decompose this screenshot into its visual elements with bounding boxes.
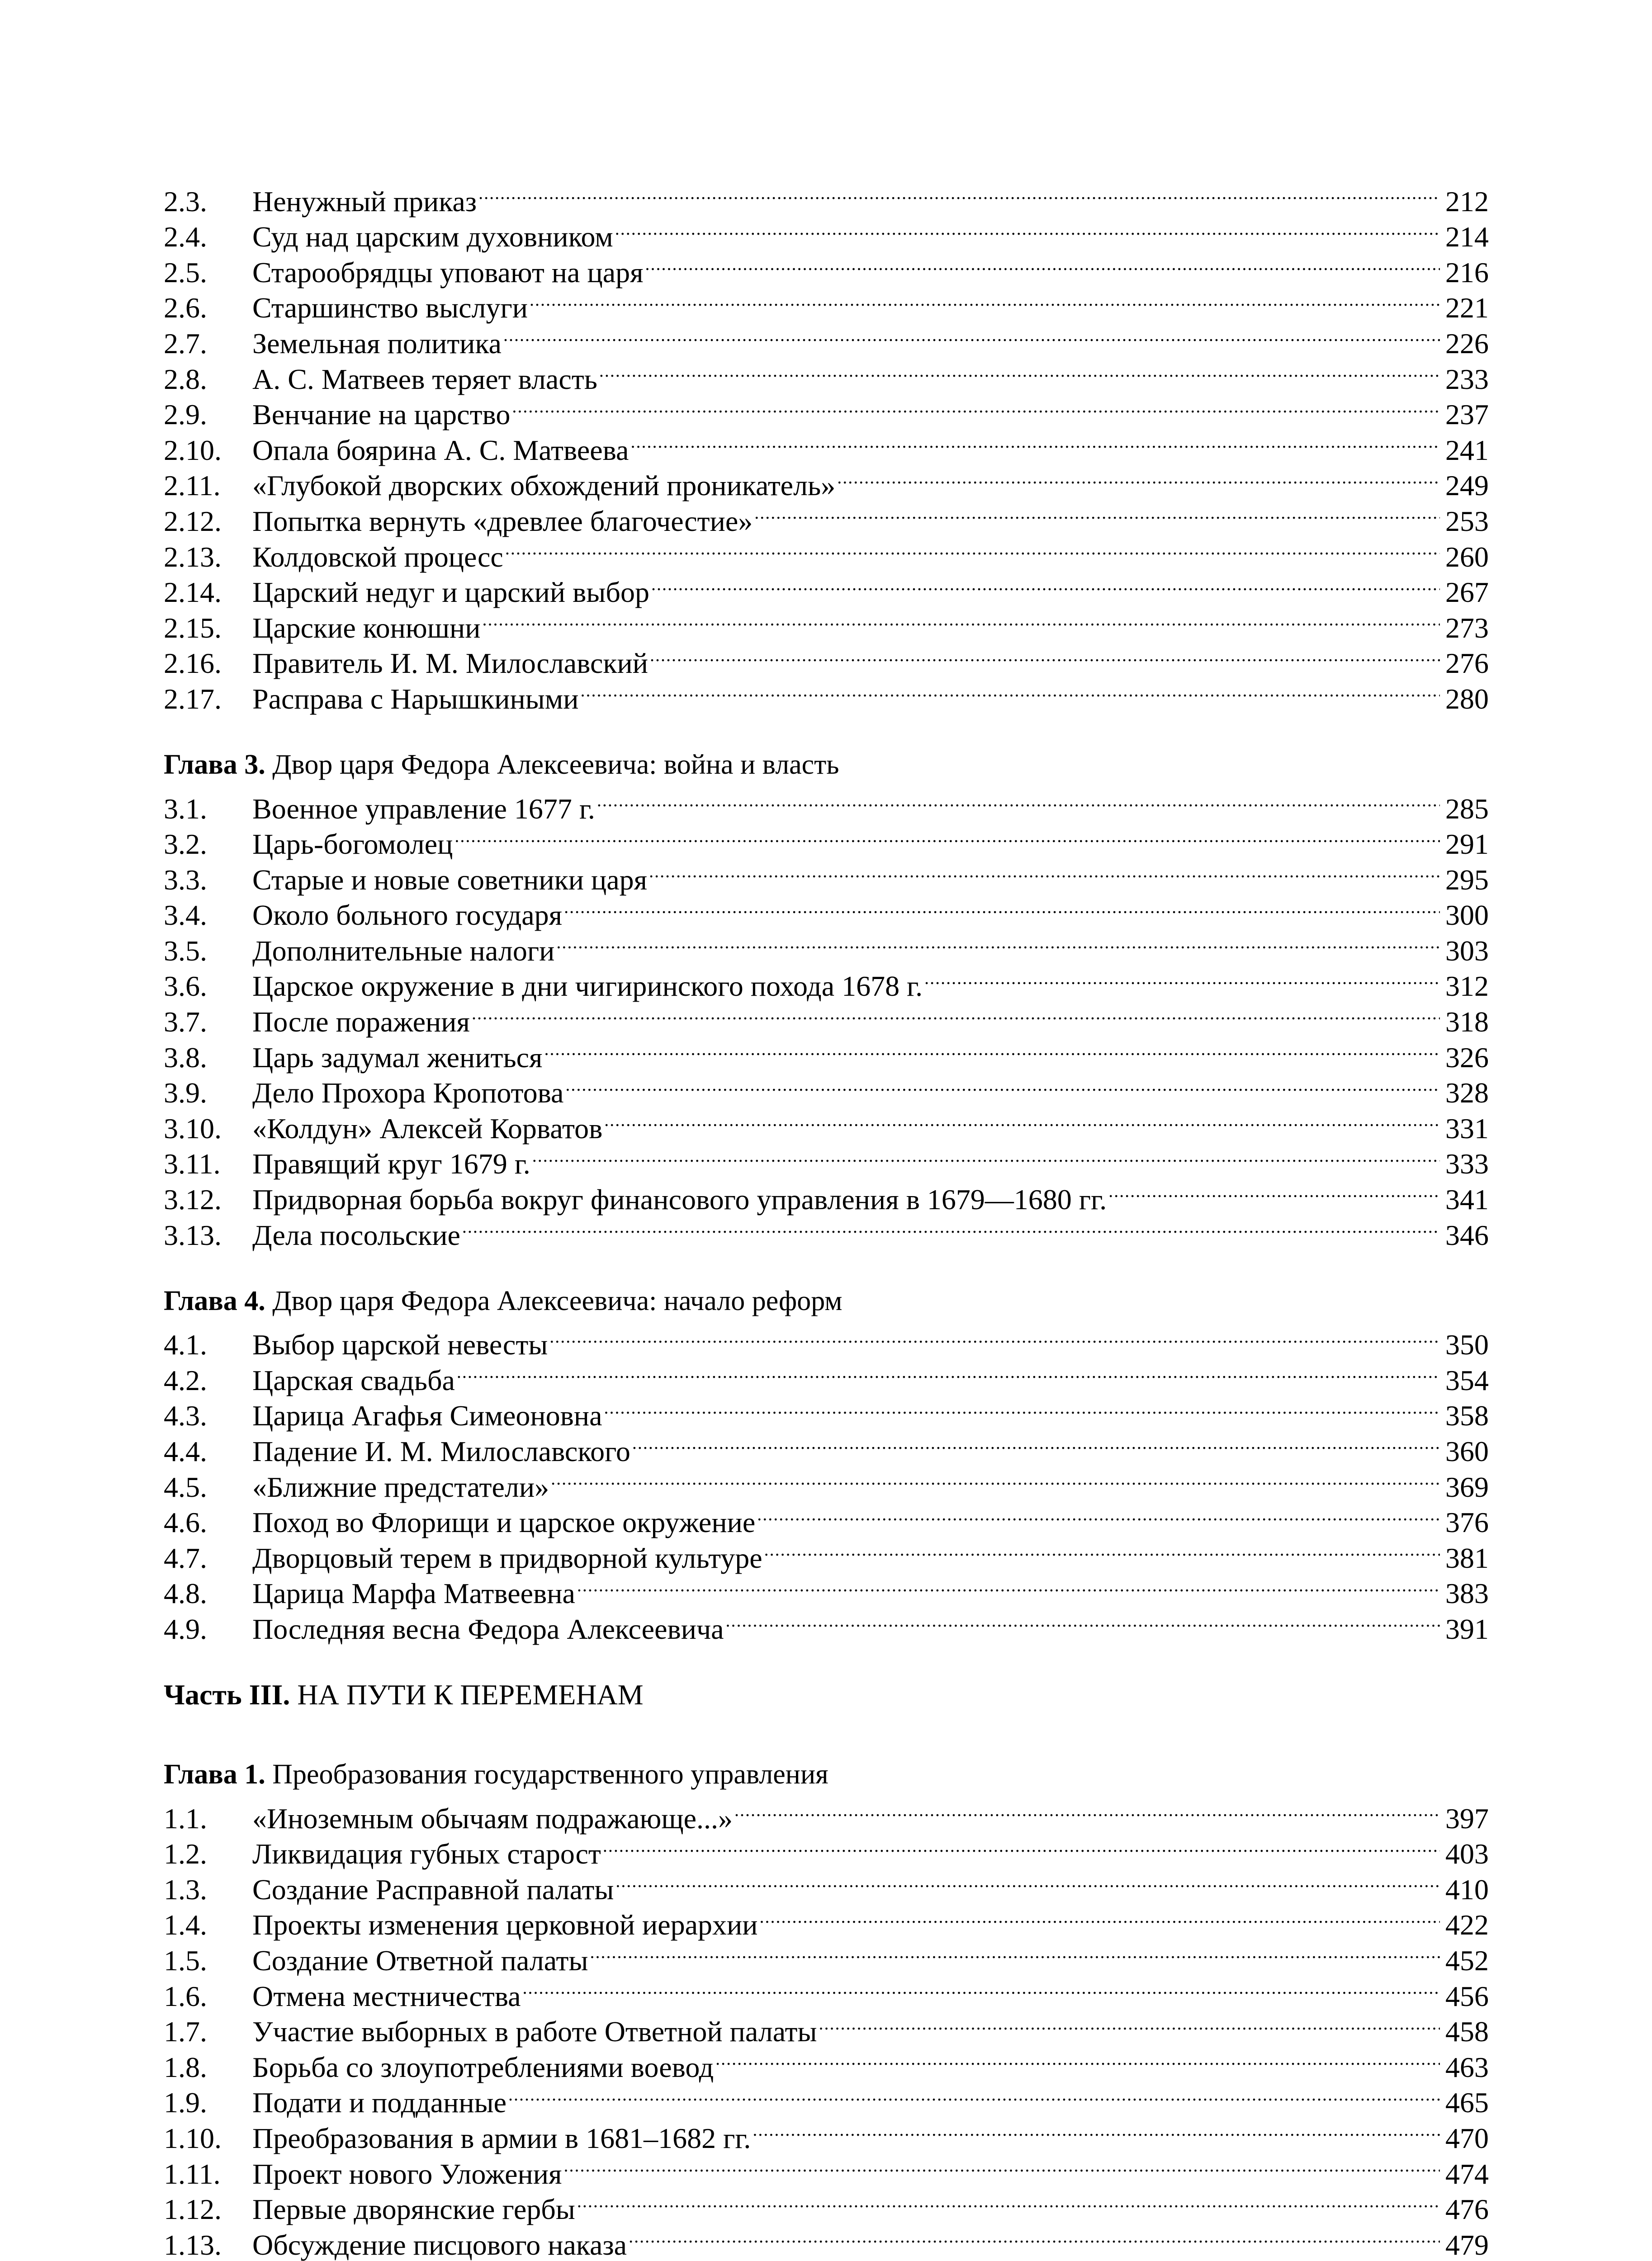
toc-entry-title: Царица Марфа Матвеевна — [252, 1577, 575, 1610]
toc-entry-title: Поход во Флорищи и царское окружение — [252, 1506, 756, 1539]
toc-entry-number: 2.6. — [164, 292, 207, 324]
toc-entry-number: 4.4. — [164, 1435, 207, 1467]
dot-leader — [454, 818, 1440, 854]
toc-entry-title: Старообрядцы уповают на царя — [252, 256, 644, 289]
toc-entry-page: 470 — [1445, 2122, 1489, 2154]
toc-entry-number: 4.7. — [164, 1542, 207, 1574]
toc-entry-page: 474 — [1445, 2157, 1489, 2190]
toc-entry-title: Старшинство выслуги — [252, 292, 528, 324]
chapter-heading — [164, 1756, 1489, 1793]
toc-entry-page: 458 — [1445, 2015, 1489, 2048]
toc-entry-number: 1.11. — [164, 2157, 221, 2190]
toc-entries — [164, 175, 1489, 715]
toc-entry-page: 285 — [1445, 792, 1489, 825]
toc-entry-number: 1.2. — [164, 1838, 207, 1870]
toc-entry-page: 249 — [1445, 469, 1489, 502]
toc-entry-title: «Глубокой дворских обхождений проникатель» — [252, 469, 836, 502]
dot-leader — [715, 2041, 1440, 2077]
toc-entry-page: 465 — [1445, 2086, 1489, 2119]
toc-entry-title: Выбор царской невесты — [252, 1329, 548, 1361]
toc-entry-title: Земельная политика — [252, 327, 502, 359]
toc-entry-title: Колдовской процесс — [252, 540, 503, 573]
toc-entry-number: 3.3. — [164, 863, 207, 896]
toc-entry-page: 341 — [1445, 1183, 1489, 1216]
toc-entry-number: 4.6. — [164, 1506, 207, 1539]
dot-leader — [753, 2112, 1440, 2148]
dot-leader — [551, 1461, 1440, 1497]
toc-entries — [164, 1319, 1489, 1645]
dot-leader — [457, 1354, 1440, 1390]
toc-entry-page: 360 — [1445, 1435, 1489, 1467]
toc-entry-number: 2.4. — [164, 221, 207, 253]
toc-entry-page: 233 — [1445, 363, 1489, 395]
dot-leader — [590, 1935, 1440, 1970]
toc-entry-title: Дворцовый терем в придворной культуре — [252, 1542, 762, 1574]
toc-entry-page: 479 — [1445, 2228, 1489, 2261]
chapter-heading — [164, 747, 1489, 783]
toc-section-part-3-chapter-1 — [164, 1756, 1489, 2261]
toc-entry-number: 4.8. — [164, 1577, 207, 1610]
toc-entry-number: 2.11. — [164, 469, 221, 502]
dot-leader — [530, 282, 1440, 318]
toc-entries — [164, 1793, 1489, 2261]
toc-entry-page: 237 — [1445, 398, 1489, 431]
toc-entry-number: 4.5. — [164, 1471, 207, 1503]
toc-entry-number: 3.7. — [164, 1006, 207, 1038]
toc-entry-number: 1.5. — [164, 1944, 207, 1977]
toc-entry-title: Создание Ответной палаты — [252, 1944, 588, 1977]
toc-entry-title: Военное управление 1677 г. — [252, 792, 595, 825]
toc-entry-number: 2.17. — [164, 682, 222, 715]
toc-entry-page: 214 — [1445, 221, 1489, 253]
toc-entry-number: 4.3. — [164, 1400, 207, 1432]
toc-entry-number: 3.12. — [164, 1183, 222, 1216]
toc-entry-page: 253 — [1445, 505, 1489, 537]
toc-entry-title: Ликвидация губных старост — [252, 1838, 601, 1870]
toc-entry-page: 312 — [1445, 970, 1489, 1003]
toc-entry-page: 376 — [1445, 1506, 1489, 1539]
toc-entry-page: 354 — [1445, 1364, 1489, 1396]
toc-entry-number: 2.3. — [164, 185, 207, 218]
toc-entry-title: А. С. Матвеев теряет власть — [252, 363, 597, 395]
toc-section-chapter-4 — [164, 1283, 1489, 1645]
toc-entry-page: 463 — [1445, 2051, 1489, 2083]
dot-leader — [604, 1390, 1440, 1426]
toc-entry-page: 452 — [1445, 1944, 1489, 1977]
toc-entry-title: Попытка вернуть «древлее благочестие» — [252, 505, 753, 537]
toc-entry-number: 4.1. — [164, 1329, 207, 1361]
toc-entry-number: 1.9. — [164, 2086, 207, 2119]
toc-entry-title: Царица Агафья Симеоновна — [252, 1400, 602, 1432]
toc-entry-page: 333 — [1445, 1148, 1489, 1180]
dot-leader — [650, 638, 1440, 673]
toc-entry-number: 1.7. — [164, 2015, 207, 2048]
chapter-heading — [164, 1283, 1489, 1319]
toc-entry-number: 1.6. — [164, 1980, 207, 2012]
toc-entry-page: 383 — [1445, 1577, 1489, 1610]
toc-entry-number: 1.3. — [164, 1873, 207, 1906]
toc-entry-number: 3.13. — [164, 1219, 222, 1251]
dot-leader — [472, 996, 1440, 1031]
chapter-heading-label: Глава 1. — [164, 1759, 265, 1790]
chapter-heading-text: Двор царя Федора Алексеевича: война и власть — [272, 749, 839, 780]
toc-entry — [164, 783, 1489, 825]
toc-entry-number: 2.5. — [164, 256, 207, 289]
toc-entry-number: 3.1. — [164, 792, 207, 825]
toc-entry-number: 2.15. — [164, 611, 222, 644]
toc-entry-page: 381 — [1445, 1542, 1489, 1574]
dot-leader — [819, 2006, 1440, 2042]
toc-entry-page: 303 — [1445, 934, 1489, 967]
dot-leader — [764, 1532, 1440, 1568]
toc-entry-page: 318 — [1445, 1006, 1489, 1038]
toc-entry-title: Подати и подданные — [252, 2086, 506, 2119]
toc-entry-page: 410 — [1445, 1873, 1489, 1906]
toc-entry-number: 3.8. — [164, 1041, 207, 1074]
toc-entry-number: 1.13. — [164, 2228, 222, 2261]
toc-entry-title: Создание Расправной палаты — [252, 1873, 614, 1906]
toc-entry-number: 2.10. — [164, 434, 222, 466]
toc-entry-number: 4.9. — [164, 1613, 207, 1645]
toc-entry-title: Первые дворянские гербы — [252, 2193, 575, 2226]
dot-leader — [462, 1209, 1440, 1245]
toc-entry-page: 226 — [1445, 327, 1489, 359]
toc-entry-title: «Иноземным обычаям подражающе...» — [252, 1802, 733, 1835]
dot-leader — [1108, 1173, 1440, 1209]
toc-entry-page: 267 — [1445, 576, 1489, 609]
toc-entry-page: 291 — [1445, 828, 1489, 861]
toc-entry-title: Суд над царским духовником — [252, 221, 613, 253]
toc-entry-number: 3.10. — [164, 1112, 222, 1145]
toc-entry-page: 260 — [1445, 540, 1489, 573]
toc-entry-number: 2.12. — [164, 505, 222, 537]
toc-entry-number: 2.14. — [164, 576, 222, 609]
toc-entry-title: Царское окружение в дни чигиринского похода 1678 г. — [252, 970, 923, 1003]
toc-entry-title: Проект нового Уложения — [252, 2157, 562, 2190]
dot-leader — [599, 353, 1440, 389]
toc-entry-title: Царские конюшни — [252, 611, 481, 644]
toc-entry-page: 280 — [1445, 682, 1489, 715]
chapter-heading-label: Глава 4. — [164, 1285, 265, 1316]
toc-entry-title: После поражения — [252, 1006, 470, 1038]
toc-entry-title: Правитель И. М. Милославский — [252, 647, 648, 680]
toc-entry-page: 331 — [1445, 1112, 1489, 1145]
toc-entry-number: 2.8. — [164, 363, 207, 395]
toc-entry-page: 476 — [1445, 2193, 1489, 2226]
toc-entry-number: 3.9. — [164, 1077, 207, 1109]
dot-leader — [522, 1970, 1440, 2006]
part-heading — [164, 1677, 1489, 1713]
toc-entry-page: 456 — [1445, 1980, 1489, 2012]
toc-entry-page: 326 — [1445, 1041, 1489, 1074]
dot-leader — [505, 531, 1440, 567]
toc-entry-number: 1.1. — [164, 1802, 207, 1835]
toc-entry-page: 346 — [1445, 1219, 1489, 1251]
dot-leader — [577, 1568, 1440, 1604]
toc-entry-page: 369 — [1445, 1471, 1489, 1503]
dot-leader — [482, 602, 1440, 638]
toc-entry-number: 2.13. — [164, 540, 222, 573]
toc-entry-title: Около больного государя — [252, 899, 563, 932]
dot-leader — [563, 2148, 1440, 2184]
toc-entry-page: 328 — [1445, 1077, 1489, 1109]
toc-entry — [164, 175, 1489, 218]
dot-leader — [604, 1102, 1440, 1138]
toc-entry — [164, 1793, 1489, 1835]
toc-entry — [164, 1319, 1489, 1361]
toc-entry-title: Последняя весна Федора Алексеевича — [252, 1613, 724, 1645]
dot-leader — [615, 1864, 1440, 1899]
toc-entry-number: 2.16. — [164, 647, 222, 680]
dot-leader — [512, 389, 1440, 425]
toc-entry-page: 212 — [1445, 185, 1489, 218]
toc-entry-title: Обсуждение писцового наказа — [252, 2228, 627, 2261]
toc-entry-number: 3.2. — [164, 828, 207, 861]
toc-entry-title: Падение И. М. Милославского — [252, 1435, 630, 1467]
toc-entry-number: 1.4. — [164, 1909, 207, 1941]
dot-leader — [581, 673, 1440, 709]
dot-leader — [924, 960, 1440, 996]
toc-entry-title: Участие выборных в работе Ответной палаты — [252, 2015, 817, 2048]
dot-leader — [508, 2077, 1440, 2113]
part-heading-label: Часть III. — [164, 1678, 290, 1711]
toc-entry-page: 241 — [1445, 434, 1489, 466]
dot-leader — [645, 246, 1440, 282]
dot-leader — [532, 1138, 1440, 1174]
toc-entry-page: 216 — [1445, 256, 1489, 289]
dot-leader — [597, 783, 1440, 818]
toc-entry-page: 295 — [1445, 863, 1489, 896]
dot-leader — [556, 925, 1440, 960]
toc-entry-title: Отмена местничества — [252, 1980, 521, 2012]
dot-leader — [754, 495, 1440, 531]
toc-entry-number: 3.6. — [164, 970, 207, 1003]
dot-leader — [757, 1497, 1440, 1533]
dot-leader — [734, 1793, 1440, 1828]
toc-entry-number: 2.9. — [164, 398, 207, 431]
dot-leader — [577, 2184, 1440, 2219]
toc-entry-page: 300 — [1445, 899, 1489, 932]
toc-entry-title: Борьба со злоупотреблениями воевод — [252, 2051, 714, 2083]
dot-leader — [649, 854, 1440, 889]
toc-entry-number: 4.2. — [164, 1364, 207, 1396]
toc-entry-page: 397 — [1445, 1802, 1489, 1835]
dot-leader — [549, 1319, 1440, 1355]
toc-entry-title: Проекты изменения церковной иерархии — [252, 1909, 758, 1941]
toc-entry-page: 391 — [1445, 1613, 1489, 1645]
toc-entry-title: Венчание на царство — [252, 398, 511, 431]
dot-leader — [837, 460, 1440, 496]
dot-leader — [632, 1425, 1440, 1461]
toc-entry-title: Царская свадьба — [252, 1364, 455, 1396]
dot-leader — [726, 1603, 1440, 1639]
toc-entry-page: 403 — [1445, 1838, 1489, 1870]
dot-leader — [603, 1828, 1440, 1864]
toc-entry-number: 3.4. — [164, 899, 207, 932]
dot-leader — [651, 567, 1440, 602]
toc-entry-title: Царь задумал жениться — [252, 1041, 543, 1074]
toc-entry-page: 273 — [1445, 611, 1489, 644]
dot-leader — [503, 317, 1440, 353]
dot-leader — [760, 1899, 1440, 1935]
chapter-heading-label: Глава 3. — [164, 749, 265, 780]
toc-entry-number: 1.12. — [164, 2193, 222, 2226]
toc-entry-number: 3.5. — [164, 934, 207, 967]
toc-entry-title: Старые и новые советники царя — [252, 863, 648, 896]
toc-entry-title: «Ближние предстатели» — [252, 1471, 549, 1503]
dot-leader — [630, 424, 1440, 460]
toc-entry-page: 221 — [1445, 292, 1489, 324]
toc-entry-number: 1.10. — [164, 2122, 222, 2154]
dot-leader — [565, 1067, 1440, 1103]
toc-entry-title: Опала боярина А. С. Матвеева — [252, 434, 629, 466]
toc-entry-title: Преобразования в армии в 1681–1682 гг. — [252, 2122, 751, 2154]
toc-entry-title: Дела посольские — [252, 1219, 460, 1251]
toc-entries — [164, 783, 1489, 1251]
toc-entry-page: 276 — [1445, 647, 1489, 680]
toc-section-chapter-3 — [164, 747, 1489, 1251]
toc-entry-title: Дело Прохора Кропотова — [252, 1077, 564, 1109]
toc-entry-title: Правящий круг 1679 г. — [252, 1148, 530, 1180]
toc-entry-page: 350 — [1445, 1329, 1489, 1361]
toc-entry-title: Царский недуг и царский выбор — [252, 576, 649, 609]
toc-entry-number: 2.7. — [164, 327, 207, 359]
toc-entry-title: Придворная борьба вокруг финансового управления в 1679—1680 гг. — [252, 1183, 1107, 1216]
dot-leader — [564, 889, 1440, 925]
toc-entry-page: 422 — [1445, 1909, 1489, 1941]
toc-entry-title: Расправа с Нарышкиными — [252, 682, 579, 715]
part-heading-text: НА ПУТИ К ПЕРЕМЕНАМ — [297, 1678, 644, 1711]
toc-section-chapter-2-continued — [164, 175, 1489, 715]
dot-leader — [544, 1031, 1440, 1067]
toc-entry-title: Ненужный приказ — [252, 185, 477, 218]
toc-entry-title: Царь-богомолец — [252, 828, 453, 861]
toc-entry-number: 1.8. — [164, 2051, 207, 2083]
dot-leader — [615, 211, 1440, 247]
chapter-heading-text: Двор царя Федора Алексеевича: начало реформ — [272, 1285, 843, 1316]
toc-entry-page: 358 — [1445, 1400, 1489, 1432]
toc-entry-title: Дополнительные налоги — [252, 934, 555, 967]
toc-entry-number: 3.11. — [164, 1148, 221, 1180]
chapter-heading-text: Преобразования государственного управления — [272, 1759, 828, 1790]
toc-entry-title: «Колдун» Алексей Корватов — [252, 1112, 603, 1145]
dot-leader — [478, 175, 1440, 211]
toc-page — [164, 175, 1489, 2261]
dot-leader — [629, 2219, 1440, 2255]
